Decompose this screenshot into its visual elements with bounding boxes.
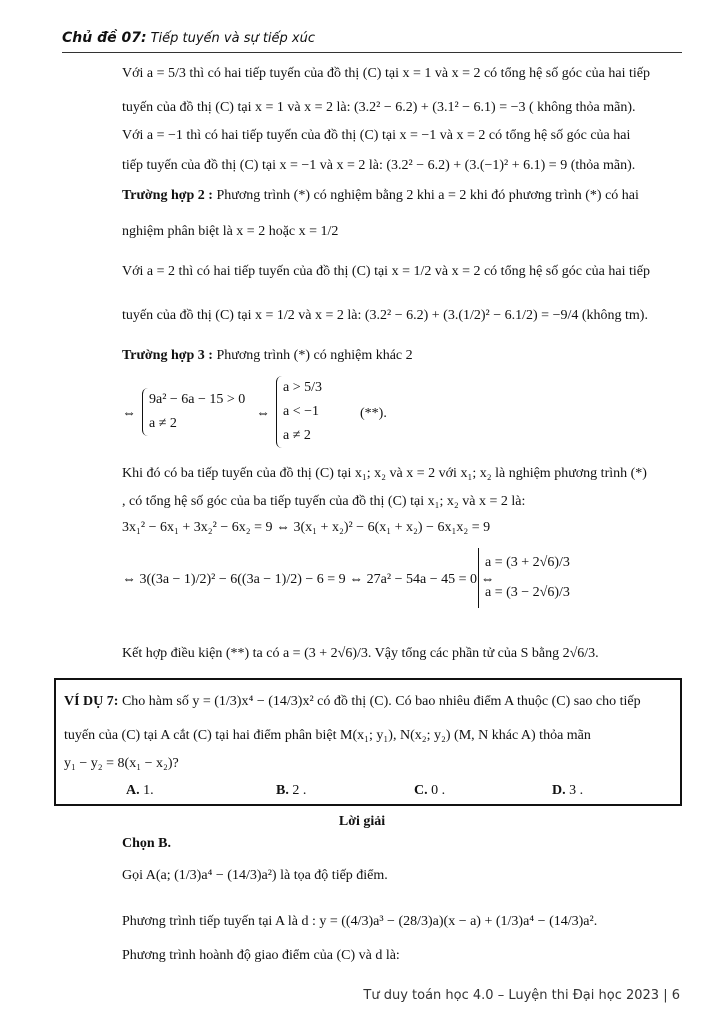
case-3-label: Trường hợp 3 : xyxy=(122,348,213,363)
answer-d[interactable] xyxy=(552,783,583,799)
case-3-text: Phương trình (*) có nghiệm khác 2 xyxy=(212,348,413,363)
chapter-topic: Tiếp tuyến và sự tiếp xúc xyxy=(150,31,316,46)
question-line-2: tuyến của (C) tại A cắt (C) tại hai điểm phân biệt M(x₁; y₁), N(x₂; y₂) (M, N khác A) thỏa mãn xyxy=(64,728,591,743)
example-box xyxy=(54,678,682,806)
answer-c-value: 0 . xyxy=(431,783,446,798)
answer-b-label: B. xyxy=(276,783,289,798)
text-line: Với a = −1 thì có hai tiếp tuyến của đồ thị (C) tại x = −1 và x = 2 có tổng hệ số góc của hai xyxy=(122,128,631,143)
root-2: a = (3 − 2√6)/3 xyxy=(485,585,570,600)
answer-a-value: 1. xyxy=(143,783,154,798)
page-header xyxy=(62,30,682,53)
system-2-line-1: a > 5/3 xyxy=(283,380,322,395)
system-tag: (**). xyxy=(360,406,387,421)
question-text-1: Cho hàm số y = (1/3)x⁴ − (14/3)x² có đồ thị (C). Có bao nhiêu điểm A thuộc (C) sao cho tiếp xyxy=(118,694,641,709)
text-line: Với a = 2 thì có hai tiếp tuyến của đồ thị (C) tại x = 1/2 và x = 2 có tổng hệ số góc của hai tiếp xyxy=(122,264,650,279)
equation-line: ⇔ 3((3a − 1)/2)² − 6((3a − 1)/2) − 6 = 9 ⇔ 27a² − 54a − 45 = 0 ⇔ xyxy=(122,572,495,587)
text-line: nghiệm phân biệt là x = 2 hoặc x = 1/2 xyxy=(122,224,339,239)
answer-b-value: 2 . xyxy=(292,783,307,798)
question-line-1 xyxy=(64,694,641,710)
case-2-text: Phương trình (*) có nghiệm bằng 2 khi a = 2 khi đó phương trình (*) có hai xyxy=(212,188,639,203)
solution-line: Phương trình tiếp tuyến tại A là d : y = ((4/3)a³ − (28/3)a)(x − a) + (1/3)a⁴ − (14/3)a². xyxy=(122,914,598,929)
answer-d-value: 3 . xyxy=(569,783,584,798)
question-line-3: y₁ − y₂ = 8(x₁ − x₂)? xyxy=(64,756,179,771)
text-line: Kết hợp điều kiện (**) ta có a = (3 + 2√6)/3. Vậy tổng các phần tử của S bằng 2√6/3. xyxy=(122,646,599,661)
system-2-line-2: a < −1 xyxy=(283,404,320,419)
roots-bracket xyxy=(478,548,675,608)
answer-b[interactable] xyxy=(276,783,306,799)
answer-c-label: C. xyxy=(414,783,428,798)
text-line: tuyến của đồ thị (C) tại x = 1 và x = 2 là: (3.2² − 6.2) + (3.1² − 6.1) = −3 ( không thỏa mãn). xyxy=(122,100,636,115)
condition-system: ⇔ 9a² − 6a − 15 > 0 a ≠ 2 ⇔ a > 5/3 a < −1 a ≠ 2 (**). xyxy=(122,376,682,456)
answer-a[interactable] xyxy=(126,783,154,799)
text-line: , có tổng hệ số góc của ba tiếp tuyến của đồ thị (C) tại x₁; x₂ và x = 2 là: xyxy=(122,494,526,509)
text-line: tiếp tuyến của đồ thị (C) tại x = −1 và x = 2 là: (3.2² − 6.2) + (3.(−1)² + 6.1) = 9 (thỏa mãn). xyxy=(122,158,636,173)
chapter-label: Chủ đề 07: xyxy=(62,30,147,46)
page-footer: Tư duy toán học 4.0 – Luyện thi Đại học 2023 | 6 xyxy=(363,988,680,1003)
answer-c[interactable] xyxy=(414,783,445,799)
equation-line: 3x₁² − 6x₁ + 3x₂² − 6x₂ = 9 ⇔ 3(x₁ + x₂)² − 6(x₁ + x₂) − 6x₁x₂ = 9 xyxy=(122,520,491,535)
text-line: tuyến của đồ thị (C) tại x = 1/2 và x = 2 là: (3.2² − 6.2) + (3.(1/2)² − 6.1/2) = −9/4 (không tm). xyxy=(122,308,648,323)
solution-title: Lời giải xyxy=(338,814,386,829)
solution-choice: Chọn B. xyxy=(122,836,172,851)
text-line: Với a = 5/3 thì có hai tiếp tuyến của đồ thị (C) tại x = 1 và x = 2 có tổng hệ số góc của hai tiếp xyxy=(122,66,650,81)
system-1-line-1: 9a² − 6a − 15 > 0 xyxy=(149,392,246,407)
answer-d-label: D. xyxy=(552,783,566,798)
case-2-label: Trường hợp 2 : xyxy=(122,188,213,203)
example-label: VÍ DỤ 7: xyxy=(64,694,119,709)
answer-a-label: A. xyxy=(126,783,140,798)
system-1-line-2: a ≠ 2 xyxy=(149,416,177,431)
solution-line: Phương trình hoành độ giao điểm của (C) và d là: xyxy=(122,948,400,963)
system-2-line-3: a ≠ 2 xyxy=(283,428,311,443)
text-line: Khi đó có ba tiếp tuyến của đồ thị (C) tại x₁; x₂ và x = 2 với x₁; x₂ là nghiệm phương trình (*) xyxy=(122,466,647,481)
root-1: a = (3 + 2√6)/3 xyxy=(485,555,570,570)
case-3-line xyxy=(122,348,682,365)
case-2-line xyxy=(122,188,682,205)
solution-line: Gọi A(a; (1/3)a⁴ − (14/3)a²) là tọa độ tiếp điểm. xyxy=(122,868,388,883)
